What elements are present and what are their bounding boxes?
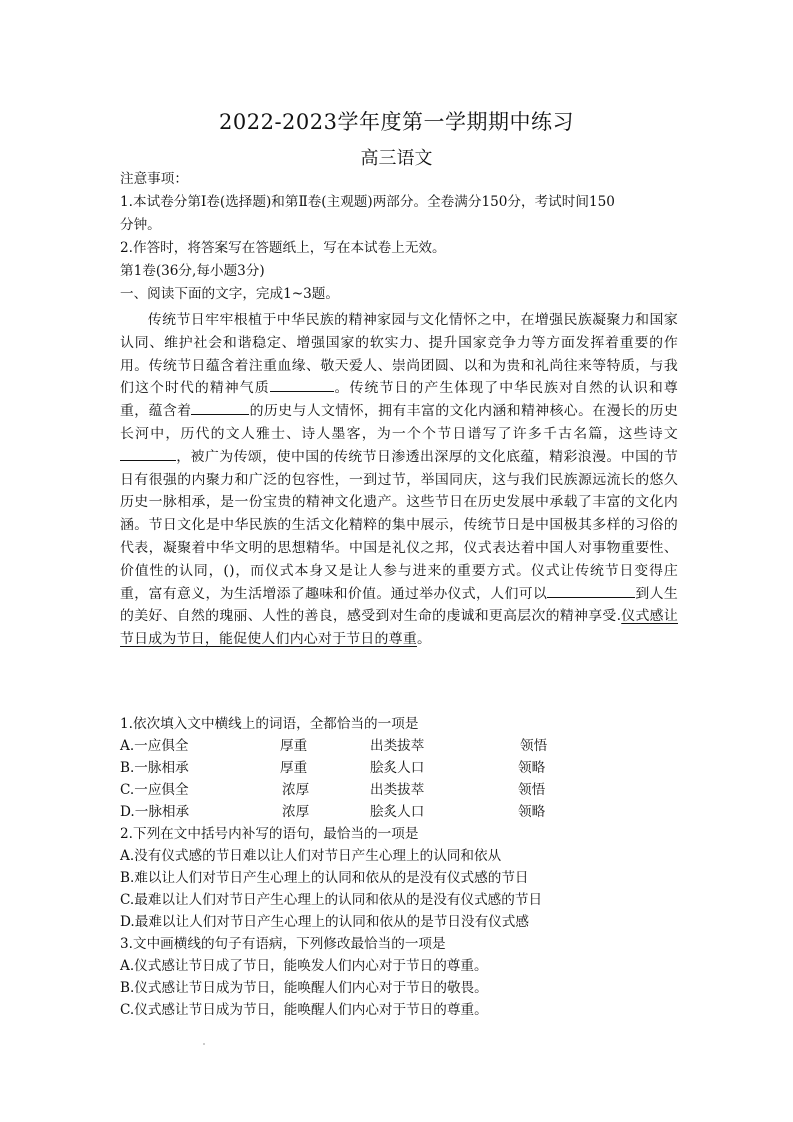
passage-text-5: )，而仪式本身又是让人参与进来的重要方式。仪式让传统节日变得庄重，富有意义，为生活增添了趣味和价值。通过举办仪式，人们可以 [120,562,678,602]
section-label: 第1卷(36分,每小题3分) [120,263,265,279]
q1-a-word-3: 出类拔萃 [370,738,425,754]
underlined-sentence: 仪式感让节日成为节日，能促使人们内心对于节日的尊重 [120,608,678,648]
q1-b-word-3: 脍炙人口 [370,760,425,776]
passage-text-2: 。传统节日的产生体现了中华民族对自然的认识和尊重，蕴含着 [120,380,678,420]
blank-4 [547,583,635,598]
q1-d-word-1: D.一脉相承 [120,804,190,820]
q3-stem: 3.文中画横线的句子有语病，下列修改最恰当的一项是 [120,936,446,952]
q1-stem: 1.依次填入文中横线上的词语，全都恰当的一项是 [120,716,419,732]
q2-option-d: D.最难以让人们对节日产生心理上的认同和依从的是节日没有仪式感 [120,914,529,930]
notes-item-1-cont: 分钟。 [120,217,161,233]
page-subtitle: 高三语文 [360,148,433,169]
q2-option-b: B.难以让人们对节日产生心理上的认同和依从的是没有仪式感的节日 [120,870,529,886]
q2-stem: 2.下列在文中括号内补写的语句，最恰当的一项是 [120,826,419,842]
passage-text-6: 到人生的美好、自然的瑰丽、人性的善良，感受到对生命的虔诚和更高层次的精神享受. [120,585,678,625]
q1-a-word-1: A.一应俱全 [120,738,189,754]
passage-text-3: 的历史与人文情怀，拥有丰富的文化内涵和精神核心。在漫长的历史长河中，历代的文人雅士、诗人墨客，为一个个节日谱写了许多千古名篇，这些诗文 [120,403,678,442]
q3-option-a: A.仪式感让节日成了节日，能唤发人们内心对于节日的尊重。 [120,958,488,974]
q1-d-word-3: 脍炙人口 [370,804,425,820]
q1-a-word-2: 厚重 [280,738,308,754]
q1-d-word-2: 浓厚 [282,804,310,820]
blank-2 [191,400,249,415]
passage-text-8: 。 [416,631,432,648]
q1-c-word-4: 领悟 [518,782,546,798]
notes-item-1: 1.本试卷分第Ⅰ卷(选择题)和第Ⅱ卷(主观题)两部分。全卷满分150分，考试时间150 [120,194,615,210]
passage-text-1: 传统节日牢牢根植于中华民族的精神家园与文化情怀之中，在增强民族凝聚力和国家认同、维护社会和谐稳定、增强国家的软实力、提升国家竞争力等方面发挥着重要的作用。传统节日蕴含着注重血缘、敬天爱人、崇尚团圆、以和为贵和礼尚往来等特质，与我们这个时代的精神气质 [120,312,678,397]
reading-passage [120,309,678,651]
passage-text-4: ，被广为传颂，使中国的传统节日渗透出深厚的文化底蕴，精彩浪漫。中国的节日有很强的内聚力和广泛的包容性，一到过节，举国同庆，这与我们民族源远流长的悠久历史一脉相承，是一份宝贵的精神文化遗产。这些节日在历史发展中承载了丰富的文化内涵。节日文化是中华民族的生活文化精粹的集中展示，传统节日是中国极其多样的习俗的代表，凝聚着中华文明的思想精华。中国是礼仪之邦，仪式表达着中国人对事物重要性、价值性的认同，( [120,448,678,579]
q1-b-word-1: B.一脉相承 [120,760,189,776]
blank-1 [270,377,334,392]
notes-item-2: 2.作答时，将答案写在答题纸上，写在本试卷上无效。 [120,240,446,256]
q2-option-c: C.最难以让人们对节日产生心理上的认同和依从的是没有仪式感的节日 [120,892,543,908]
notes-heading: 注意事项： [120,171,188,187]
q1-a-word-4: 领悟 [520,738,548,754]
page-title: 2022-2023学年度第一学期期中练习 [219,110,574,134]
section-instruction: 一、阅读下面的文字，完成1~3题。 [120,286,339,302]
q1-d-word-4: 领略 [518,804,546,820]
q3-option-c: C.仪式感让节日成为节日，能唤醒人们内心对于节日的尊重。 [120,1002,488,1018]
q1-b-word-4: 领略 [518,760,546,776]
q1-c-word-2: 浓厚 [282,782,310,798]
q1-c-word-1: C.一应俱全 [120,782,189,798]
q2-option-a: A.没有仪式感的节日难以让人们对节日产生心理上的认同和依从 [120,848,502,864]
q1-c-word-3: 出类拔萃 [370,782,425,798]
blank-3 [120,446,176,461]
q3-option-b: B.仪式感让节日成为节日，能唤醒人们内心对于节日的敬畏。 [120,980,488,996]
q1-b-word-2: 厚重 [280,760,308,776]
scan-dot [203,1043,205,1045]
